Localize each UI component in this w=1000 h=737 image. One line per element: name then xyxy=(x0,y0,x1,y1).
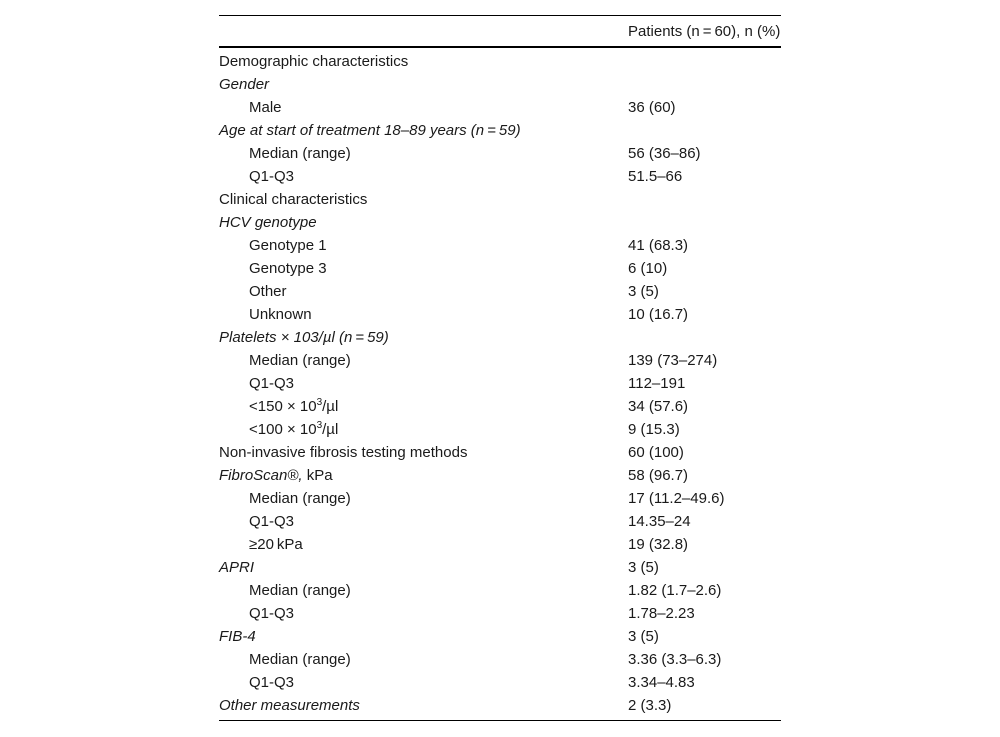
table-row xyxy=(219,47,781,73)
table-row xyxy=(219,441,781,464)
table-row xyxy=(219,280,781,303)
row-label: Median (range) xyxy=(249,145,351,162)
row-value: 60 (100) xyxy=(628,444,684,461)
row-label: Q1-Q3 xyxy=(249,605,295,622)
row-label: Q1-Q3 xyxy=(249,513,295,530)
table-row xyxy=(219,372,781,395)
table-row xyxy=(219,464,781,487)
row-label xyxy=(219,395,628,418)
row-label: Gender xyxy=(219,76,270,93)
table-row xyxy=(219,533,781,556)
row-label-superscript: 3 xyxy=(316,420,323,431)
row-label: Genotype 3 xyxy=(249,260,327,277)
table-row xyxy=(219,188,781,211)
table-row xyxy=(219,303,781,326)
table-row xyxy=(219,119,781,142)
table-row xyxy=(219,211,781,234)
row-label: Median (range) xyxy=(249,352,351,369)
row-label: Age at start of treatment 18–89 years (n = 59) xyxy=(219,122,521,139)
row-value: 10 (16.7) xyxy=(628,306,689,323)
table-row xyxy=(219,602,781,625)
table-row xyxy=(219,142,781,165)
row-value: 3 (5) xyxy=(628,283,659,300)
row-value: 139 (73–274) xyxy=(628,352,718,369)
row-value: 3.34–4.83 xyxy=(628,674,695,691)
row-label xyxy=(219,464,628,487)
table-header xyxy=(219,16,781,48)
table-row xyxy=(219,395,781,418)
row-value: 58 (96.7) xyxy=(628,467,689,484)
header-patients-column: Patients (n = 60), n (%) xyxy=(628,22,781,40)
row-value xyxy=(628,47,781,73)
row-value: 56 (36–86) xyxy=(628,145,701,162)
row-value: 112–191 xyxy=(628,375,686,392)
table-row xyxy=(219,510,781,533)
header-row xyxy=(219,16,781,48)
row-label: Other measurements xyxy=(219,697,360,714)
table-row xyxy=(219,234,781,257)
row-label-italic: FibroScan®, xyxy=(219,467,303,484)
row-label: Median (range) xyxy=(249,490,351,507)
row-label: Unknown xyxy=(249,306,312,323)
table-row xyxy=(219,326,781,349)
row-value xyxy=(628,119,781,142)
row-value: 17 (11.2–49.6) xyxy=(628,490,725,507)
table-row xyxy=(219,165,781,188)
row-label: HCV genotype xyxy=(219,214,317,231)
row-value xyxy=(628,73,781,96)
table-row xyxy=(219,556,781,579)
row-label: Genotype 1 xyxy=(249,237,327,254)
row-value: 6 (10) xyxy=(628,260,668,277)
row-label: Male xyxy=(249,99,282,116)
row-label-unit: /µl xyxy=(322,398,339,415)
row-value: 34 (57.6) xyxy=(628,398,689,415)
row-label: APRI xyxy=(219,559,255,576)
row-value: 19 (32.8) xyxy=(628,536,689,553)
table-row xyxy=(219,418,781,441)
row-label: Other xyxy=(249,283,287,300)
row-value xyxy=(628,211,781,234)
patient-characteristics-table-wrapper xyxy=(219,15,781,721)
row-value: 2 (3.3) xyxy=(628,697,672,714)
row-label: Median (range) xyxy=(249,582,351,599)
row-label-unit: kPa xyxy=(302,467,333,484)
row-label: Non-invasive fibrosis testing methods xyxy=(219,444,468,461)
patient-characteristics-table xyxy=(219,15,781,721)
table-row xyxy=(219,96,781,119)
table-body xyxy=(219,47,781,721)
row-label: Q1-Q3 xyxy=(249,168,295,185)
table-row xyxy=(219,349,781,372)
table-row xyxy=(219,648,781,671)
row-value: 51.5–66 xyxy=(628,168,683,185)
row-label: Clinical characteristics xyxy=(219,191,368,208)
row-value: 9 (15.3) xyxy=(628,421,680,438)
row-value: 36 (60) xyxy=(628,99,676,116)
row-value: 14.35–24 xyxy=(628,513,691,530)
row-value: 1.82 (1.7–2.6) xyxy=(628,582,722,599)
table-row xyxy=(219,257,781,280)
row-label-unit: /µl xyxy=(322,421,339,438)
row-label: Platelets × 103/µl (n = 59) xyxy=(219,329,389,346)
header-label-column xyxy=(219,16,628,48)
table-row xyxy=(219,73,781,96)
row-value: 3 (5) xyxy=(628,628,659,645)
row-value: 3.36 (3.3–6.3) xyxy=(628,651,722,668)
row-label: Demographic characteristics xyxy=(219,53,409,70)
row-label: FIB-4 xyxy=(219,628,256,645)
row-label-superscript: 3 xyxy=(316,397,323,408)
table-row xyxy=(219,694,781,721)
row-value xyxy=(628,326,781,349)
row-label-text: <150 × 10 xyxy=(249,398,317,415)
row-label: Q1-Q3 xyxy=(249,674,295,691)
row-label-text: <100 × 10 xyxy=(249,421,317,438)
row-label: Median (range) xyxy=(249,651,351,668)
table-row xyxy=(219,625,781,648)
table-row xyxy=(219,579,781,602)
row-value: 1.78–2.23 xyxy=(628,605,695,622)
table-row xyxy=(219,487,781,510)
row-label xyxy=(219,418,628,441)
row-label: Q1-Q3 xyxy=(249,375,295,392)
table-row xyxy=(219,671,781,694)
row-value: 41 (68.3) xyxy=(628,237,689,254)
row-value xyxy=(628,188,781,211)
row-value: 3 (5) xyxy=(628,559,659,576)
row-label: ≥20 kPa xyxy=(249,536,303,553)
